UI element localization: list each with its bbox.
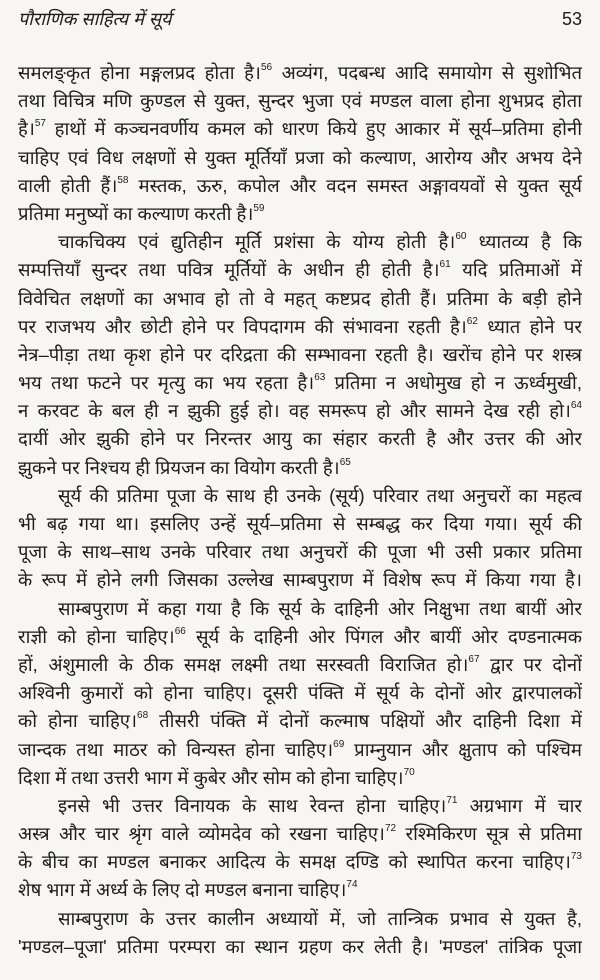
text-run: हों, अंशुमाली के ठीक समक्ष लक्ष्मी तथा सरस्वती विराजित हो। — [18, 653, 469, 675]
text-run: प्रतिमा मनुष्यों का कल्याण करती है। — [18, 202, 254, 224]
text-run: वाली होती हैं। — [18, 174, 118, 196]
text-line — [18, 285, 582, 313]
text-line — [18, 905, 582, 933]
text-line — [18, 369, 582, 397]
text-run: नेत्र–पीड़ा तथा कृश होने पर दरिद्रता की सम्भावना रहती है। खरोंच होने पर शस्त्र — [18, 343, 582, 365]
text-line — [18, 454, 582, 482]
text-run: अस्त्र और चार श्रृंग वाले व्योमदेव को रखना चाहिए। — [18, 823, 385, 845]
text-run: प्राम्नुयान और क्षुताप को पश्चिम — [344, 738, 582, 760]
text-line — [18, 820, 582, 848]
text-line — [18, 876, 582, 904]
text-run: प्रतिमा न अधोमुख हो न ऊर्ध्वमुखी, — [325, 372, 582, 394]
footnote-ref: 57 — [34, 118, 46, 130]
footnote-ref: 60 — [455, 231, 467, 243]
text-run: साम्बपुराण के उत्तर कालीन अध्यायों में, जो तान्त्रिक प्रभाव से युक्त है, — [58, 907, 582, 929]
text-run: इनसे भी उत्तर विनायक के साथ रेवन्त होना चाहिए। — [58, 794, 447, 816]
text-line — [18, 59, 582, 87]
footnote-ref: 70 — [403, 766, 415, 778]
text-run: 'मण्डल–पूजा' प्रतिमा परम्परा का स्थान ग्रहण कर लेती है। 'मण्डल' तांत्रिक पूजा — [18, 935, 582, 957]
text-line — [18, 566, 582, 594]
text-line — [18, 482, 582, 510]
text-run: सम्पत्तियाँ सुन्दर तथा पवित्र मूर्तियों के अधीन ही होती है। — [18, 259, 440, 281]
text-line — [18, 764, 582, 792]
page-number: 53 — [561, 8, 582, 29]
text-line — [18, 933, 582, 961]
text-run: तीसरी पंक्ति में दोनों कल्माष पक्षियों और दाहिनी दिशा में — [148, 710, 582, 732]
text-run: के रूप में होने लगी जिसका उल्लेख साम्बपुराण में विशेष रूप में किया गया है। — [18, 569, 582, 591]
text-run: पर राजभय और छोटी होने पर विपदागम की संभावना रहती है। — [18, 315, 467, 337]
text-line — [18, 792, 582, 820]
text-run: विवेचित लक्षणों का अभाव हो तो वे महत् कष्टप्रद होती हैं। प्रतिमा के बड़ी होने — [18, 287, 582, 309]
text-run: द्वार पर दोनों — [479, 653, 582, 675]
text-run: सूर्य की प्रतिमा पूजा के साथ ही उनके (सूर्य) परिवार तथा अनुचरों का महत्व — [58, 484, 582, 506]
text-line — [18, 425, 582, 453]
text-line — [18, 707, 582, 735]
text-run: जान्दक तथा माठर को विन्यस्त होना चाहिए। — [18, 738, 334, 760]
text-run: सूर्य के दाहिनी ओर पिंगल और बायीं ओर दण्डनात्मक — [185, 625, 582, 647]
text-run: अश्विनी कुमारों को होना चाहिए। दूसरी पंक्ति में सूर्य के दोनों ओर द्वारपालकों — [18, 682, 582, 704]
running-header — [18, 6, 582, 32]
text-run: अग्रभाग में चार — [457, 794, 582, 816]
text-run: तथा विचित्र मणि कुण्डल से युक्त, सुन्दर भुजा एवं मण्डल वाला होना शुभप्रद होता — [18, 90, 582, 112]
text-run: है। — [18, 118, 35, 140]
footnote-ref: 65 — [339, 456, 351, 468]
footnote-ref: 66 — [174, 625, 186, 637]
text-run: भी बढ़ गया था। इसलिए उन्हें सूर्य–प्रतिमा से सम्बद्ध कर दिया गया। सूर्य की — [18, 513, 582, 534]
text-line — [18, 200, 582, 228]
text-run: दिशा में तथा उत्तरी भाग में कुबेर और सोम को होना चाहिए। — [18, 766, 404, 788]
footnote-ref: 61 — [439, 259, 451, 271]
footnote-ref: 68 — [137, 710, 149, 722]
text-run: दायीं ओर झुकी होने पर निरन्तर आयु का संहार करती है और उत्तर की ओर — [18, 428, 582, 450]
footnote-ref: 71 — [446, 794, 458, 806]
text-line — [18, 595, 582, 623]
text-run: को होना चाहिए। — [18, 710, 138, 732]
text-run: शेष भाग में अर्ध्य के लिए दो मण्डल बनाना चाहिए। — [18, 879, 347, 901]
text-run: रश्मिकिरण सूत्र से प्रतिमा — [396, 823, 582, 845]
text-line — [18, 87, 582, 115]
running-title: पौराणिक साहित्य में सूर्य — [18, 9, 172, 29]
text-run: न करवट के बल ही न झुकी हुई हो। वह समरूप हो और सामने देख रही हो। — [18, 400, 571, 422]
footnote-ref: 56 — [260, 62, 273, 73]
text-run: के बीच का मण्डल बनाकर आदित्य के समक्ष दण्डि को स्थापित करना चाहिए। — [18, 851, 571, 873]
text-run: पूजा के साथ–साथ उनके परिवार तथा अनुचरों की पूजा भी उसी प्रकार प्रतिमा — [18, 541, 582, 563]
text-run: राज्ञी को होना चाहिए। — [18, 625, 175, 647]
text-line — [18, 651, 582, 679]
text-line — [18, 341, 582, 369]
text-line — [18, 538, 582, 566]
text-run: ध्यात होने पर — [477, 315, 582, 337]
text-line — [18, 115, 582, 143]
text-run: समलङ्कृत होना मङ्गलप्रद होता है। — [18, 62, 261, 83]
text-run: झुकने पर निश्चय ही प्रियजन का वियोग करती है। — [18, 456, 340, 478]
text-run: हाथों में कञ्चनवर्णीय कमल को धारण किये हुए आकार में सूर्य–प्रतिमा होनी — [45, 118, 582, 140]
text-line — [18, 313, 582, 341]
body-text — [18, 59, 582, 961]
text-run: भय तथा फटने पर मृत्यु का भय रहता है। — [18, 372, 315, 394]
text-line — [18, 679, 582, 707]
footnote-ref: 59 — [253, 202, 265, 214]
text-line — [18, 510, 582, 538]
footnote-ref: 58 — [117, 174, 129, 186]
text-line — [18, 623, 582, 651]
footnote-ref: 63 — [314, 372, 326, 384]
footnote-ref: 64 — [570, 400, 582, 412]
text-run: यदि प्रतिमाओं में — [450, 259, 582, 281]
text-line — [18, 848, 582, 876]
text-run: साम्बपुराण में कहा गया है कि सूर्य के दाहिनी ओर निक्षुभा तथा बायीं ओर — [58, 597, 582, 619]
text-run: ध्यातव्य है कि — [466, 231, 582, 253]
text-line — [18, 172, 582, 200]
text-run: अव्यंग, पदबन्ध आदि समायोग से सुशोभित — [272, 62, 582, 83]
footnote-ref: 73 — [570, 851, 582, 863]
footnote-ref: 62 — [466, 315, 478, 327]
footnote-ref: 72 — [384, 823, 397, 835]
text-run: चाकचिक्य एवं द्युतिहीन मूर्ति प्रशंसा के योग्य होती है। — [58, 231, 456, 253]
text-line — [18, 397, 582, 425]
footnote-ref: 74 — [346, 879, 358, 891]
text-line — [18, 144, 582, 172]
text-line — [18, 256, 582, 284]
text-line — [18, 736, 582, 764]
text-run: मस्तक, ऊरु, कपोल और वदन समस्त अङ्गावयवों से युक्त सूर्य — [128, 174, 582, 196]
text-run: चाहिए एवं विध लक्षणों से युक्त मूर्तियाँ प्रजा को कल्याण, आरोग्य और अभय देने — [18, 146, 582, 168]
footnote-ref: 67 — [468, 653, 480, 665]
text-line — [18, 228, 582, 256]
footnote-ref: 69 — [333, 738, 345, 750]
